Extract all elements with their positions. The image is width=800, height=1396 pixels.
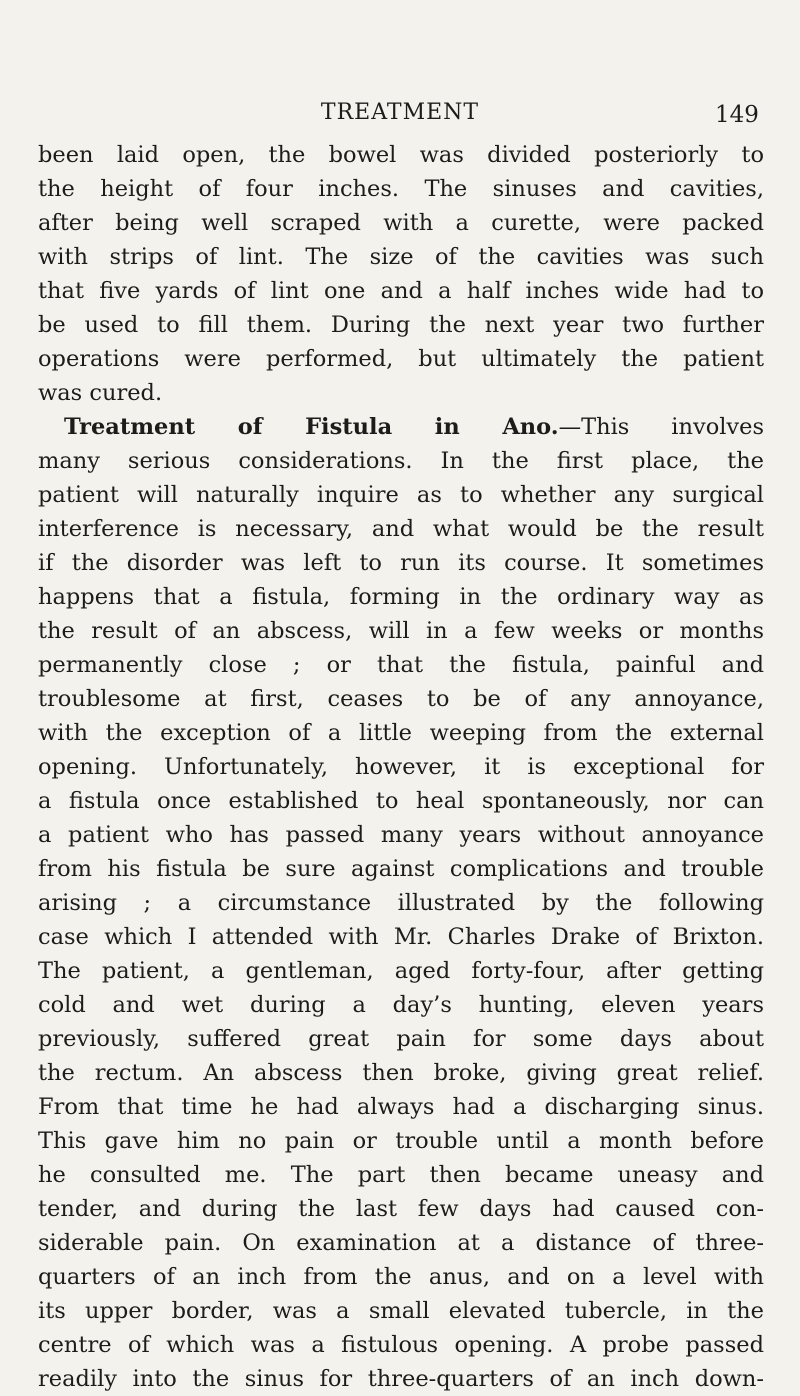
text-line-content: the rectum. An abscess then broke, giving great relief.: [38, 1060, 764, 1086]
text-line: [0, 172, 800, 206]
text-line-content: tender, and during the last few days had caused con-: [38, 1196, 764, 1222]
text-line-content: operations were performed, but ultimately the patient: [38, 346, 764, 372]
text-line-content: a fistula once established to heal spontaneously, nor can: [38, 788, 764, 814]
text-line-content: he consulted me. The part then became uneasy and: [38, 1162, 764, 1188]
text-line: [0, 1260, 800, 1294]
text-line: [0, 818, 800, 852]
text-line-content: a patient who has passed many years without annoyance: [38, 822, 764, 848]
text-line-content: patient will naturally inquire as to whether any surgical: [38, 482, 764, 508]
text-line: [0, 682, 800, 716]
text-line: [0, 1158, 800, 1192]
text-line-content: case which I attended with Mr. Charles Drake of Brixton.: [38, 924, 764, 950]
text-line: [0, 1022, 800, 1056]
text-line: [0, 784, 800, 818]
text-line-content: The patient, a gentleman, aged forty-four, after getting: [38, 958, 764, 984]
text-line-content: interference is necessary, and what would be the result: [38, 516, 764, 542]
text-line-content: centre of which was a fistulous opening. A probe passed: [38, 1332, 764, 1358]
text-line-content: happens that a fistula, forming in the ordinary way as: [38, 584, 764, 610]
text-line: [0, 308, 800, 342]
page-number: 149: [715, 102, 759, 128]
text-line-content: siderable pain. On examination at a distance of three-: [38, 1230, 764, 1256]
text-line-content: after being well scraped with a curette, were packed: [38, 210, 764, 236]
text-line-content: that five yards of lint one and a half inches wide had to: [38, 278, 764, 304]
text-line-content: permanently close ; or that the fistula, painful and: [38, 652, 764, 678]
section-heading-line: [0, 410, 800, 444]
text-line: [0, 376, 800, 410]
text-line: [0, 206, 800, 240]
text-line: [0, 1226, 800, 1260]
text-line: [0, 886, 800, 920]
text-line-content: its upper border, was a small elevated tubercle, in the: [38, 1298, 764, 1324]
text-line: [0, 1328, 800, 1362]
text-line-content: many serious considerations. In the first place, the: [38, 448, 764, 474]
text-line-content: was cured.: [38, 380, 163, 406]
text-line-content: if the disorder was left to run its course. It sometimes: [38, 550, 764, 576]
text-line-content: arising ; a circumstance illustrated by the following: [38, 890, 764, 916]
section-lead-text: —This involves: [558, 414, 765, 440]
text-line: [0, 478, 800, 512]
text-line: [0, 580, 800, 614]
text-line: [0, 1124, 800, 1158]
text-line-content: been laid open, the bowel was divided posteriorly to: [38, 142, 764, 168]
text-line: [0, 852, 800, 886]
text-line: [0, 716, 800, 750]
text-line: [0, 1294, 800, 1328]
text-line: [0, 444, 800, 478]
text-line: [0, 1090, 800, 1124]
text-line: [0, 648, 800, 682]
text-line-content: quarters of an inch from the anus, and on a level with: [38, 1264, 764, 1290]
text-line-content: from his fistula be sure against complications and trouble: [38, 856, 764, 882]
text-line: [0, 274, 800, 308]
text-line: [0, 988, 800, 1022]
text-line-content: with the exception of a little weeping from the external: [38, 720, 764, 746]
text-line: [0, 1362, 800, 1396]
text-line-content: opening. Unfortunately, however, it is exceptional for: [38, 754, 764, 780]
text-line-content: the height of four inches. The sinuses and cavities,: [38, 176, 764, 202]
text-line: [0, 1192, 800, 1226]
section-heading: Treatment of Fistula in Ano.: [64, 414, 559, 440]
text-line-content: previously, suffered great pain for some days about: [38, 1026, 764, 1052]
text-line: [0, 546, 800, 580]
text-line-content: This gave him no pain or trouble until a month before: [38, 1128, 764, 1154]
text-line: [0, 512, 800, 546]
text-line: [0, 240, 800, 274]
text-line: [0, 1056, 800, 1090]
text-line-content: be used to fill them. During the next year two further: [38, 312, 764, 338]
text-line-content: the result of an abscess, will in a few weeks or months: [38, 618, 764, 644]
text-line: [0, 614, 800, 648]
running-title: TREATMENT: [320, 100, 480, 125]
text-line: [0, 138, 800, 172]
text-line-content: cold and wet during a day’s hunting, eleven years: [38, 992, 764, 1018]
text-line-content: From that time he had always had a discharging sinus.: [38, 1094, 764, 1120]
text-line-content: with strips of lint. The size of the cavities was such: [38, 244, 764, 270]
text-line: [0, 954, 800, 988]
text-line: [0, 750, 800, 784]
text-line: [0, 920, 800, 954]
running-head: [0, 98, 800, 138]
section-heading-line-content: [64, 410, 764, 444]
text-line-content: troublesome at first, ceases to be of any annoyance,: [38, 686, 764, 712]
text-line-content: readily into the sinus for three-quarters of an inch down-: [38, 1366, 764, 1392]
text-line: [0, 342, 800, 376]
